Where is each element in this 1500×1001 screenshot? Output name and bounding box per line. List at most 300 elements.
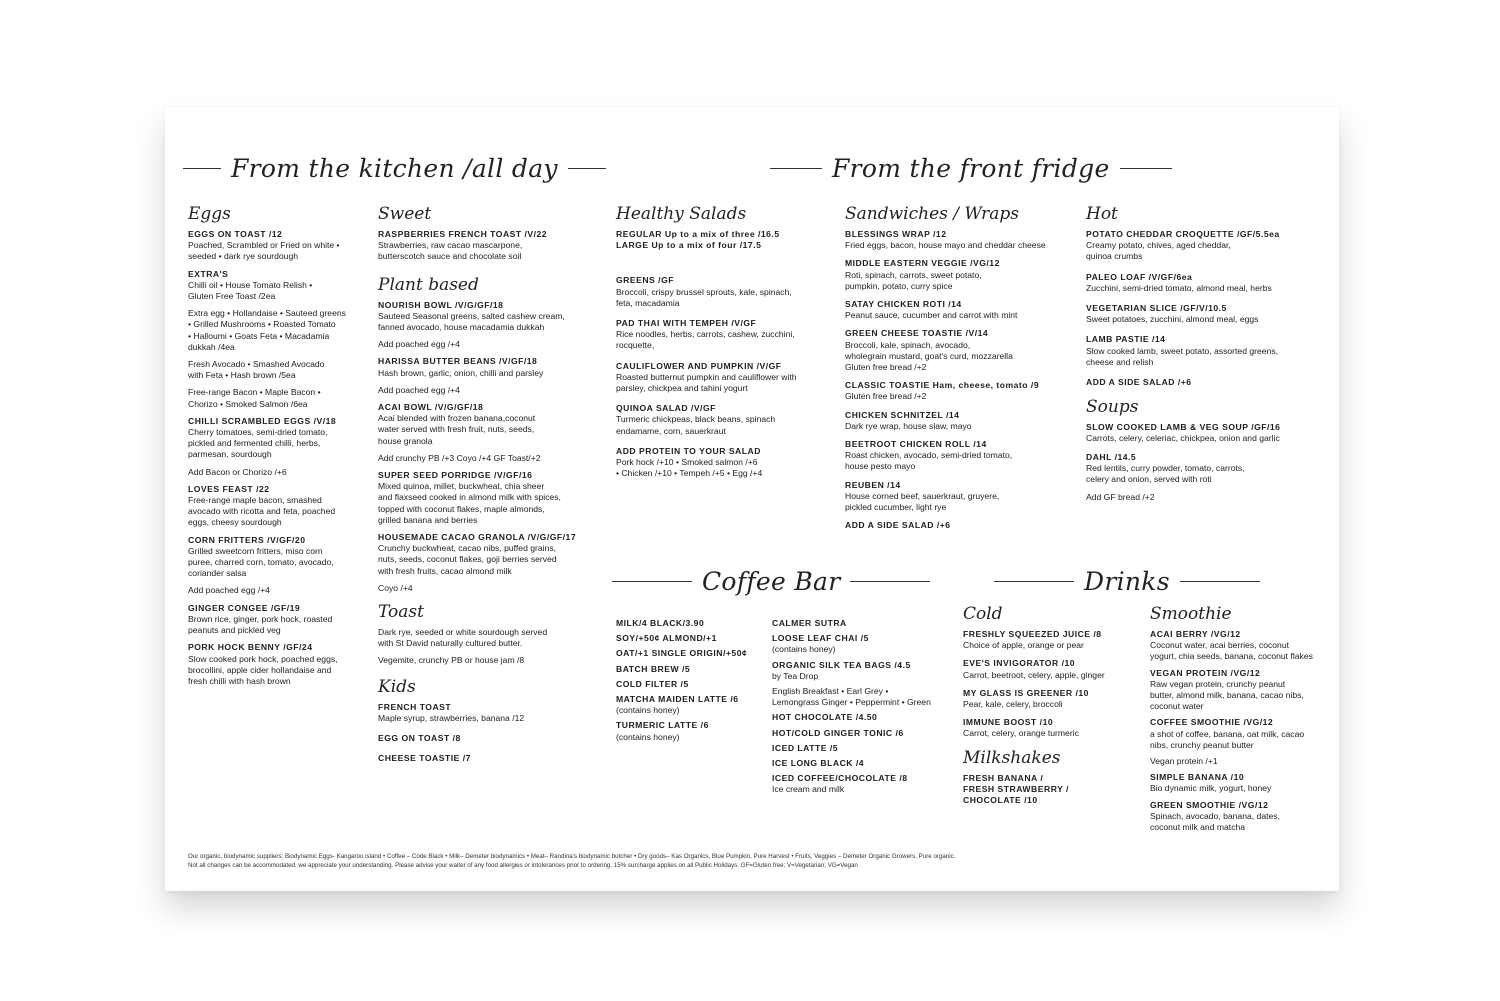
- menu-item-description: Coyo /+4: [378, 582, 413, 593]
- menu-item-description: grilled banana and berries: [378, 514, 478, 525]
- menu-item-description: Chorizo • Smoked Salmon /6ea: [188, 398, 308, 409]
- menu-item: [1086, 377, 1321, 388]
- menu-item-description: Add Bacon or Chorizo /+6: [188, 466, 287, 477]
- coffee-right-column: [772, 618, 957, 800]
- menu-item-description: Free-range maple bacon, smashed: [188, 495, 322, 506]
- menu-item: [378, 356, 593, 378]
- menu-item-name: GREENS /GF: [616, 275, 675, 286]
- tea-list: [772, 618, 957, 796]
- menu-item-description: Pear, kale, celery, broccoli: [963, 699, 1063, 710]
- menu-item-description: yogurt, chia seeds, banana, coconut flakes: [1150, 651, 1313, 662]
- menu-item-name: BATCH BREW /5: [616, 663, 691, 674]
- menu-item-description: Bio dynamic milk, yogurt, honey: [1150, 783, 1272, 794]
- menu-item-name: RASPBERRIES FRENCH TOAST /V/22: [378, 229, 548, 239]
- menu-item-description: fresh chilli with hash brown: [188, 675, 291, 686]
- menu-item-description: coconut water: [1150, 701, 1204, 712]
- footer-notes: [188, 853, 1318, 871]
- menu-item-description: Gluten free bread /+2: [845, 391, 927, 402]
- menu-item-name: ICED LATTE /5: [772, 742, 839, 753]
- menu-item: [188, 467, 368, 478]
- menu-item-description: cheese and relish: [1086, 356, 1154, 367]
- menu-item: [1086, 334, 1321, 368]
- menu-item: [616, 618, 766, 629]
- menu-item: [1150, 756, 1335, 767]
- menu-item-description: Slow cooked pork hock, poached eggs,: [188, 653, 338, 664]
- size-label: LARGE Up to a mix of four /17.5: [616, 240, 762, 251]
- menu-item-description: Carrot, beetroot, celery, apple, ginger: [963, 669, 1105, 680]
- sandwiches-column: [845, 204, 1070, 538]
- menu-item-name: BEETROOT CHICKEN ROLL /14: [845, 439, 987, 450]
- menu-item-name: POTATO CHEDDAR CROQUETTE /GF/5.5ea: [1086, 229, 1280, 239]
- menu-item: [378, 627, 593, 649]
- menu-item-name: HARISSA BUTTER BEANS /V/GF/18: [378, 356, 538, 367]
- menu-item-description: by Tea Drop: [772, 670, 819, 681]
- menu-item-description: Add poached egg /+4: [378, 339, 460, 350]
- menu-item-description: house pesto mayo: [845, 461, 916, 472]
- divider: [612, 581, 692, 582]
- plant-based-list: [378, 300, 593, 594]
- menu-item: [378, 733, 593, 744]
- menu-item-description: Broccoli, kale, spinach, avocado,: [845, 339, 971, 350]
- salads-column: [616, 204, 826, 488]
- menu-item: [188, 269, 368, 303]
- menu-item: [1150, 772, 1335, 794]
- menu-item-name: ACAI BOWL /V/G/GF/18: [378, 402, 484, 413]
- menu-item: [378, 702, 593, 724]
- menu-item-name: HOUSEMADE CACAO GRANOLA /V/G/GF/17: [378, 532, 577, 543]
- menu-item-description: Dark rye, seeded or white sourdough served: [378, 627, 548, 638]
- menu-item: [188, 416, 368, 461]
- menu-item: [963, 629, 1143, 651]
- menu-item: [772, 743, 957, 754]
- menu-item: [188, 642, 368, 687]
- menu-item-name: CHOCOLATE /10: [963, 795, 1038, 806]
- sandwiches-wraps-heading: Sandwiches / Wraps: [845, 204, 1019, 224]
- smoothie-heading: Smoothie: [1150, 604, 1232, 624]
- menu-item-description: feta, macadamia: [616, 297, 680, 308]
- milkshakes-list: [963, 773, 1143, 807]
- menu-item-description: Roast chicken, avocado, semi-dried tomato,: [845, 450, 1013, 461]
- menu-item: [378, 229, 593, 263]
- menu-item-name: EGGS ON TOAST /12: [188, 229, 283, 239]
- menu-item: [616, 679, 766, 690]
- menu-item-description: Brown rice, ginger, pork hock, roasted: [188, 613, 333, 624]
- menu-item-description: Poached, Scrambled or Fried on white •: [188, 240, 340, 251]
- kitchen-banner: [183, 154, 606, 183]
- salads-list: [616, 275, 826, 479]
- menu-item-description: seeded • dark rye sourdough: [188, 251, 299, 262]
- menu-item-description: Add poached egg /+4: [188, 585, 270, 596]
- menu-item-description: Gluten Free Toast /2ea: [188, 291, 276, 302]
- menu-item-name: LOVES FEAST /22: [188, 483, 270, 494]
- menu-item-description: with St David naturally cultured butter.: [378, 638, 523, 649]
- menu-item-name: REUBEN /14: [845, 479, 901, 490]
- menu-item-description: (contains honey): [772, 644, 836, 655]
- menu-item-description: English Breakfast • Earl Grey •: [772, 686, 889, 697]
- eggs-heading: Eggs: [188, 204, 231, 224]
- menu-item-name: MATCHA MAIDEN LATTE /6: [616, 694, 739, 705]
- menu-item-name: COFFEE SMOOTHIE /VG/12: [1150, 717, 1274, 728]
- menu-item: [845, 410, 1070, 432]
- menu-item-description: • Chicken /+10 • Tempeh /+5 • Egg /+4: [616, 468, 763, 479]
- menu-item: [963, 688, 1143, 710]
- menu-item: [1150, 717, 1335, 751]
- menu-item: [616, 446, 826, 480]
- menu-item-name: ADD A SIDE SALAD /+6: [1086, 377, 1192, 388]
- menu-item-name: PAD THAI WITH TEMPEH /V/GF: [616, 318, 757, 329]
- menu-item-name: ORGANIC SILK TEA BAGS /4.5: [772, 659, 911, 670]
- menu-item-name: CHEESE TOASTIE /7: [378, 753, 471, 764]
- menu-item-name: EGG ON TOAST /8: [378, 733, 461, 744]
- menu-item: [845, 480, 1070, 514]
- menu-item-description: dukkah /4ea: [188, 341, 235, 352]
- menu-item: [378, 655, 593, 666]
- menu-item-name: GREEN CHEESE TOASTIE /V/14: [845, 328, 989, 339]
- fridge-banner: [770, 154, 1172, 183]
- salad-size-regular: [616, 229, 826, 240]
- menu-item-description: Fried eggs, bacon, house mayo and cheddar cheese: [845, 240, 1046, 251]
- menu-item-description: Broccoli, crispy brussel sprouts, kale, spinach,: [616, 286, 792, 297]
- menu-item: [188, 359, 368, 381]
- menu-item-name: VEGAN PROTEIN /VG/12: [1150, 667, 1261, 678]
- menu-item: [963, 717, 1143, 739]
- menu-item-description: Grilled sweetcorn fritters, miso corn: [188, 545, 323, 556]
- coffee-heading: Coffee Bar: [702, 567, 841, 596]
- menu-item-description: Add GF bread /+2: [1086, 492, 1155, 503]
- menu-item-description: with fresh fruits, cacao almond milk: [378, 565, 512, 576]
- menu-item-description: Coconut water, acai berries, coconut: [1150, 640, 1290, 651]
- sweet-column: [378, 204, 593, 774]
- menu-item-description: Hash brown, garlic, onion, chilli and parsley: [378, 367, 544, 378]
- menu-item-name: SATAY CHICKEN ROTI /14: [845, 299, 962, 310]
- menu-item: [1086, 452, 1321, 486]
- menu-item: [772, 633, 957, 655]
- menu-item-description: Acai blended with frozen banana,coconut: [378, 413, 536, 424]
- menu-item-name: CLASSIC TOASTIE Ham, cheese, tomato /9: [845, 380, 1040, 391]
- menu-item: [772, 660, 957, 682]
- menu-item: [378, 300, 593, 334]
- sweet-list: [378, 229, 593, 263]
- menu-item: [616, 720, 766, 742]
- menu-item-name: ADD PROTEIN TO YOUR SALAD: [616, 445, 761, 456]
- menu-item-description: Crunchy buckwheat, cacao nibs, puffed grains,: [378, 543, 557, 554]
- menu-item: [616, 403, 826, 437]
- menu-item-description: nuts, seeds, coconut flakes, goji berries served: [378, 554, 557, 565]
- menu-item-description: Mixed quinoa, millet, buckwheat, chia sheer: [378, 481, 545, 492]
- menu-item-description: Carrot, celery, orange turmeric: [963, 728, 1079, 739]
- divider: [770, 168, 822, 169]
- divider: [994, 581, 1074, 582]
- menu-item-description: Slow cooked lamb, sweet potato, assorted greens,: [1086, 345, 1279, 356]
- menu-item-description: House corned beef, sauerkraut, gruyere,: [845, 490, 1000, 501]
- menu-item-name: SUPER SEED PORRIDGE /V/GF/16: [378, 470, 533, 481]
- menu-item-description: parsley, chickpea and tahini yogurt: [616, 383, 748, 394]
- menu-item-description: Sauteed Seasonal greens, salted cashew cream,: [378, 310, 565, 321]
- menu-item-name: EVE'S INVIGORATOR /10: [963, 658, 1076, 669]
- menu-item-name: EXTRA'S: [188, 268, 229, 279]
- toast-heading: Toast: [378, 602, 424, 623]
- toast-list: [378, 627, 593, 667]
- menu-item-description: butterscotch sauce and chocolate soil: [378, 251, 522, 262]
- eggs-list: [188, 229, 368, 687]
- menu-item-description: water served with fresh fruit, nuts, seeds,: [378, 424, 535, 435]
- cold-list: [963, 629, 1143, 740]
- menu-item: [616, 664, 766, 675]
- menu-item-description: Extra egg • Hollandaise • Sauteed greens: [188, 308, 346, 319]
- menu-item-name: DAHL /14.5: [1086, 451, 1137, 462]
- menu-item-name: SOY/+50¢ ALMOND/+1: [616, 633, 717, 644]
- menu-item: [845, 328, 1070, 373]
- sweet-heading: Sweet: [378, 204, 432, 224]
- menu-item-name: FRESHLY SQUEEZED JUICE /8: [963, 629, 1102, 639]
- menu-item-description: Peanut sauce, cucumber and carrot with mint: [845, 310, 1018, 321]
- menu-item: [845, 439, 1070, 473]
- drinks-banner: [994, 567, 1260, 596]
- menu-item-description: Raw vegan protein, crunchy peanut: [1150, 678, 1286, 689]
- sandwiches-list: [845, 229, 1070, 531]
- salad-size-large: [616, 240, 826, 251]
- menu-item: [378, 532, 593, 577]
- menu-item: [845, 520, 1070, 531]
- divider: [183, 168, 221, 169]
- menu-item-description: nibs, crunchy peanut butter: [1150, 739, 1254, 750]
- menu-item-name: CHILLI SCRAMBLED EGGS /V/18: [188, 415, 337, 426]
- menu-item-name: HOT CHOCOLATE /4.50: [772, 712, 878, 723]
- menu-item-name: HOT/COLD GINGER TONIC /6: [772, 727, 904, 738]
- menu-item-description: Fresh Avocado • Smashed Avocado: [188, 359, 325, 370]
- menu-item-description: Carrots, celery, celeriac, chickpea, onion and garlic: [1086, 433, 1280, 444]
- plant-based-heading: Plant based: [378, 274, 479, 295]
- menu-item-description: wholegrain mustard, goat's curd, mozzarella: [845, 350, 1013, 361]
- menu-item-description: Ice cream and milk: [772, 784, 845, 795]
- menu-item: [188, 484, 368, 529]
- size-label: REGULAR Up to a mix of three /16.5: [616, 229, 780, 239]
- menu-item: [1086, 229, 1321, 263]
- hot-column: [1086, 204, 1321, 510]
- menu-item: [378, 453, 593, 464]
- menu-item-description: house granola: [378, 435, 433, 446]
- menu-item: [188, 603, 368, 637]
- kitchen-heading: From the kitchen /all day: [231, 154, 558, 183]
- kids-list: [378, 702, 593, 765]
- menu-item-description: Red lentils, curry powder, tomato, carrots,: [1086, 462, 1245, 473]
- menu-item-description: Gluten free bread /+2: [845, 362, 927, 373]
- menu-item-name: PORK HOCK BENNY /GF/24: [188, 642, 313, 653]
- menu-item: [616, 275, 826, 309]
- menu-item-description: pickled cucumber, light rye: [845, 502, 947, 513]
- cold-heading: Cold: [963, 604, 1003, 624]
- divider: [1180, 581, 1260, 582]
- coffee-left-column: [616, 618, 766, 747]
- menu-item-description: butter, almond milk, banana, cacao nibs,: [1150, 690, 1304, 701]
- menu-item-name: ADD A SIDE SALAD /+6: [845, 520, 951, 531]
- menu-item-description: celery and onion, served with roti: [1086, 474, 1212, 485]
- drinks-heading: Drinks: [1084, 567, 1170, 596]
- menu-item-description: coconut milk and matcha: [1150, 822, 1246, 833]
- menu-item-description: Roasted butternut pumpkin and cauliflower with: [616, 371, 797, 382]
- menu-item-name: FRENCH TOAST: [378, 701, 452, 712]
- menu-item: [845, 258, 1070, 292]
- menu-item-name: CORN FRITTERS /V/GF/20: [188, 534, 306, 545]
- menu-item-description: pumpkin, potato, curry spice: [845, 280, 953, 291]
- menu-item-description: Creamy potato, chives, aged cheddar,: [1086, 240, 1231, 251]
- menu-item-name: IMMUNE BOOST /10: [963, 717, 1054, 728]
- menu-item-name: LOOSE LEAF CHAI /5: [772, 633, 869, 644]
- menu-item: [1150, 668, 1335, 713]
- menu-item-name: LAMB PASTIE /14: [1086, 334, 1166, 345]
- menu-item: [188, 387, 368, 409]
- menu-item: [1086, 272, 1321, 294]
- menu-item: [378, 470, 593, 526]
- menu-item-name: TURMERIC LATTE /6: [616, 720, 709, 731]
- menu-item-description: Turmeric chickpeas, black beans, spinach: [616, 414, 776, 425]
- menu-item-description: Zucchini, semi-dried tomato, almond meal, herbs: [1086, 282, 1272, 293]
- menu-item-name: QUINOA SALAD /V/GF: [616, 403, 716, 414]
- menu-item-description: rocquette,: [616, 340, 655, 351]
- divider: [850, 581, 930, 582]
- menu-item: [378, 339, 593, 350]
- menu-sheet: [165, 108, 1339, 891]
- menu-item-description: Lemongrass Ginger • Peppermint • Green: [772, 697, 931, 708]
- menu-item: [1086, 492, 1321, 503]
- menu-item-name: VEGETARIAN SLICE /GF/V/10.5: [1086, 303, 1227, 314]
- menu-item-name: FRESH BANANA /: [963, 772, 1044, 783]
- menu-item: [188, 308, 368, 353]
- menu-item: [772, 728, 957, 739]
- menu-item-name: MILK/4 BLACK/3.90: [616, 618, 705, 628]
- divider: [568, 168, 606, 169]
- menu-item-description: Chilli oil • House Tomato Relish •: [188, 279, 313, 290]
- menu-item: [616, 318, 826, 352]
- menu-item: [1150, 629, 1335, 663]
- smoothie-list: [1150, 629, 1335, 833]
- allergy-note: Not all changes can be accommodated, we appreciate your understanding. Please advise your waiter of any food allergies or intolerances prior to ordering. 15% surcharge applies on all Public Holidays. GF=Gluten free; V=Vegetarian; VG=Vegan: [188, 861, 858, 869]
- menu-item-description: (contains honey): [616, 731, 680, 742]
- menu-item-description: Vegan protein /+1: [1150, 756, 1218, 767]
- menu-item-description: brocollini, apple cider hollandaise and: [188, 664, 332, 675]
- menu-item-description: Strawberries, raw cacao mascarpone,: [378, 240, 523, 251]
- menu-item-description: coriander salsa: [188, 568, 247, 579]
- menu-item-name: MY GLASS IS GREENER /10: [963, 687, 1089, 698]
- menu-item: [378, 385, 593, 396]
- hot-heading: Hot: [1086, 204, 1118, 224]
- menu-item: [188, 535, 368, 580]
- menu-item-description: Cherry tomatoes, semi-dried tomato,: [188, 427, 328, 438]
- eggs-column: [188, 204, 368, 693]
- menu-item-description: parmesan, sourdough: [188, 449, 272, 460]
- menu-item: [845, 380, 1070, 402]
- menu-item-description: Dark rye wrap, house slaw, mayo: [845, 420, 972, 431]
- menu-item: [378, 753, 593, 764]
- menu-item-name: PALEO LOAF /V/GF/6ea: [1086, 271, 1193, 282]
- menu-item-description: Add poached egg /+4: [378, 384, 460, 395]
- soups-list: [1086, 422, 1321, 503]
- menu-item-description: Sweet potatoes, zucchini, almond meal, eggs: [1086, 314, 1259, 325]
- menu-item-name: CAULIFLOWER AND PUMPKIN /V/GF: [616, 360, 782, 371]
- fridge-heading: From the front fridge: [832, 154, 1110, 183]
- menu-item-description: endamame, corn, sauerkraut: [616, 425, 726, 436]
- menu-item-name: COLD FILTER /5: [616, 678, 689, 689]
- menu-item-description: avocado with ricotta and feta, poached: [188, 506, 336, 517]
- hot-list: [1086, 229, 1321, 388]
- smoothie-column: [1150, 604, 1335, 838]
- menu-item-name: FRESH STRAWBERRY /: [963, 783, 1069, 794]
- kids-heading: Kids: [378, 676, 416, 697]
- menu-item-description: Spinach, avocado, banana, dates,: [1150, 810, 1280, 821]
- menu-item-description: Choice of apple, orange or pear: [963, 640, 1084, 651]
- menu-item: [772, 773, 957, 795]
- menu-item: [963, 773, 1143, 784]
- menu-item-description: with Feta • Hash brown /5ea: [188, 370, 296, 381]
- menu-item: [378, 402, 593, 447]
- menu-item: [378, 583, 593, 594]
- cold-drinks-column: [963, 604, 1143, 806]
- menu-item: [616, 694, 766, 716]
- menu-item: [188, 585, 368, 596]
- healthy-salads-heading: Healthy Salads: [616, 204, 747, 224]
- menu-item-description: Rice noodles, herbs, carrots, cashew, zucchini,: [616, 329, 795, 340]
- menu-item-description: • Halloumi • Goats Feta • Macadamia: [188, 330, 330, 341]
- menu-item-description: Maple syrup, strawberries, banana /12: [378, 712, 525, 723]
- divider: [1120, 168, 1172, 169]
- menu-item: [1086, 303, 1321, 325]
- menu-item-description: fanned avocado, house macadamia dukkah: [378, 322, 545, 333]
- menu-item-description: • Grilled Mushrooms • Roasted Tomato: [188, 319, 336, 330]
- menu-item-description: peanuts and pickled veg: [188, 625, 281, 636]
- menu-item-description: topped with coconut flakes, maple almonds,: [378, 503, 545, 514]
- menu-item-name: BLESSINGS WRAP /12: [845, 229, 947, 239]
- menu-item-name: OAT/+1 SINGLE ORIGIN/+50¢: [616, 648, 748, 659]
- menu-item-name: NOURISH BOWL /V/G/GF/18: [378, 299, 504, 310]
- menu-item-description: pickled and fermented chilli, herbs,: [188, 438, 321, 449]
- menu-item-description: Roti, spinach, carrots, sweet potato,: [845, 269, 982, 280]
- menu-item-name: SLOW COOKED LAMB & VEG SOUP /GF/16: [1086, 422, 1281, 433]
- menu-item-description: Free-range Bacon • Maple Bacon •: [188, 387, 321, 398]
- menu-item: [616, 648, 766, 659]
- menu-item: [963, 795, 1143, 806]
- menu-item-description: (contains honey): [616, 705, 680, 716]
- menu-item-name: GREEN SMOOTHIE /VG/12: [1150, 799, 1269, 810]
- menu-item: [1086, 422, 1321, 444]
- suppliers-note: Our organic, biodynamic suppliers: Biodynamic Eggs- Kangaroo island • Coffee – Code Black • Milk– Demeter biodynamics • Meat– Randina's biodynamic butcher • Dry goods– Kas Organics, Blue Pumpkin, Pure Harvest • Fruits, Veggies – Demeter Organic Growers, Pure organic.: [188, 853, 956, 860]
- menu-item-name: ICED COFFEE/CHOCOLATE /8: [772, 773, 908, 784]
- menu-item-name: CALMER SUTRA: [772, 618, 847, 628]
- menu-item: [772, 686, 957, 708]
- menu-item: [1150, 800, 1335, 834]
- menu-item: [772, 618, 957, 629]
- coffee-list: [616, 618, 766, 743]
- menu-item-description: Add crunchy PB /+3 Coyo /+4 GF Toast/+2: [378, 452, 541, 463]
- menu-item-description: and flaxseed cooked in almond milk with spices,: [378, 492, 561, 503]
- menu-item: [188, 229, 368, 263]
- menu-item: [963, 658, 1143, 680]
- menu-item: [845, 299, 1070, 321]
- menu-item: [963, 784, 1143, 795]
- soups-heading: Soups: [1086, 397, 1139, 418]
- menu-item-description: quinoa crumbs: [1086, 251, 1143, 262]
- menu-item: [845, 229, 1070, 251]
- menu-item-name: MIDDLE EASTERN VEGGIE /VG/12: [845, 258, 1000, 269]
- menu-item-name: GINGER CONGEE /GF/19: [188, 602, 301, 613]
- menu-item: [772, 758, 957, 769]
- menu-item-name: ICE LONG BLACK /4: [772, 758, 865, 769]
- menu-item-name: SIMPLE BANANA /10: [1150, 772, 1245, 783]
- menu-item-description: Vegemite, crunchy PB or house jam /8: [378, 655, 525, 666]
- menu-item-description: puree, charred corn, tomato, avocado,: [188, 557, 334, 568]
- coffee-banner: [612, 567, 930, 596]
- menu-item-description: Pork hock /+10 • Smoked salmon /+6: [616, 457, 758, 468]
- menu-item-name: CHICKEN SCHNITZEL /14: [845, 409, 960, 420]
